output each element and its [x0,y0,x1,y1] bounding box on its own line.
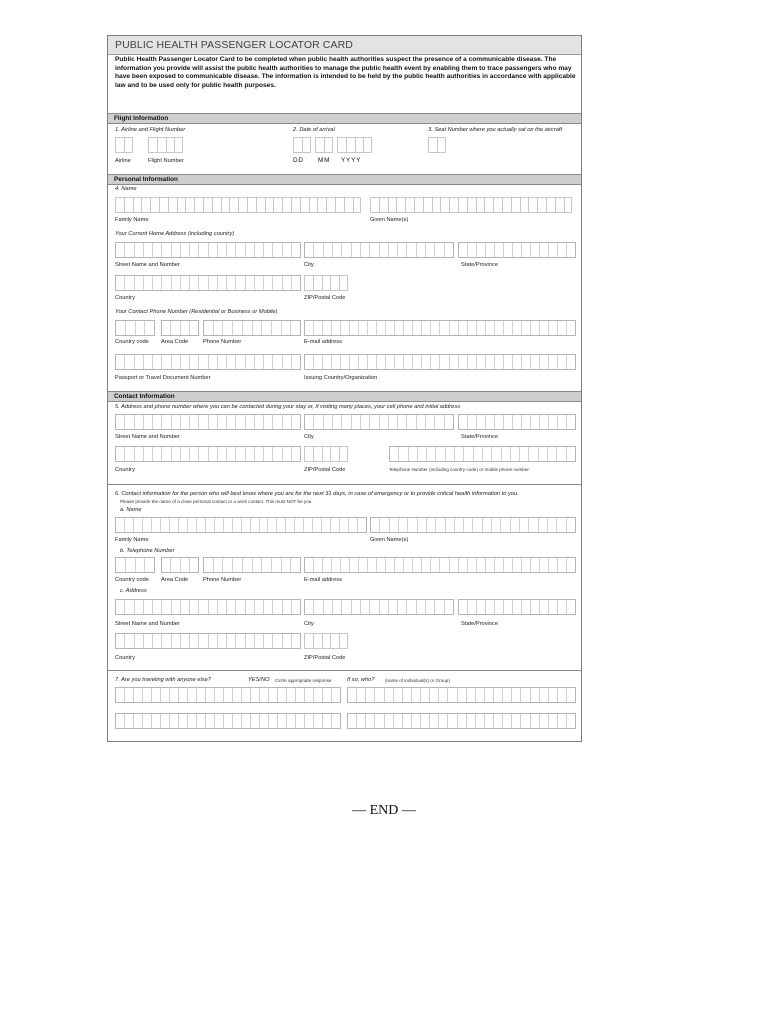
seat-number-field[interactable] [428,137,446,153]
section-divider-2 [108,670,581,671]
airline-field[interactable] [115,137,133,153]
companion-field-1[interactable] [115,687,341,703]
family-name-label: Family Name [115,217,149,223]
card-title: PUBLIC HEALTH PASSENGER LOCATOR CARD [115,39,353,51]
emergency-contact-question: 6. Contact information for the person who will best know where you are for the next 31 days, in case of emergency or to provide critical health information to you. [115,491,519,497]
emergency-email-field[interactable] [304,557,576,573]
email-field[interactable] [304,320,576,336]
companion-names-hint: (name of individual(s) or Group) [385,678,450,683]
country-code-field[interactable] [115,320,155,336]
emergency-zip-field[interactable] [304,633,348,649]
companion-field-2[interactable] [347,687,576,703]
stay-address-question: 5. Address and phone number where you can be contacted during your stay or, if visiting many places, your cell phone and initial address [115,404,461,410]
if-so-who-label: If so, who? [347,677,375,683]
emergency-name-subhead: a. Name [120,507,142,513]
companion-field-3[interactable] [115,713,341,729]
emergency-country-field[interactable] [115,633,301,649]
home-street-field[interactable] [115,242,301,258]
emergency-given-names-field[interactable] [370,517,576,533]
passport-label: Passport or Travel Document Number [115,375,211,381]
arrival-month-field[interactable] [315,137,333,153]
country-code-label: Country code [115,339,149,345]
home-state-label: State/Province [461,262,498,268]
end-marker: — END — [352,803,416,818]
emergency-country-code-label: Country code [115,577,149,583]
stay-country-label: Country [115,467,135,473]
section-divider [108,484,581,485]
seat-number-question: 3. Seat Number where you actually sat on the aircraft [428,127,563,133]
passenger-locator-card [107,35,582,742]
emergency-contact-note: Please provide the name of a close personal contact or a work contact. This must NOT be you. [120,499,313,504]
arrival-day-field[interactable] [293,137,311,153]
home-country-field[interactable] [115,275,301,291]
home-state-field[interactable] [458,242,576,258]
emergency-street-field[interactable] [115,599,301,615]
stay-zip-label: ZIP/Postal Code [304,467,346,473]
emergency-family-name-label: Family Name [115,537,149,543]
mm-label: MM [318,157,331,164]
stay-state-label: State/Province [461,434,498,440]
flight-section-title: Flight Information [114,115,169,122]
home-street-label: Street Name and Number [115,262,180,268]
emergency-area-code-label: Area Code [161,577,189,583]
personal-section-title: Personal Information [114,176,178,183]
airline-flight-question: 1. Airline and Flight Number [115,127,186,133]
issuing-country-label: Issuing Country/Organization [304,375,378,381]
emergency-address-subhead: c. Address [120,588,147,594]
given-names-field[interactable] [370,197,572,213]
phone-number-field[interactable] [203,320,301,336]
contact-section-title: Contact Information [114,393,175,400]
stay-telephone-field[interactable] [389,446,576,462]
contact-section-header [108,391,581,402]
area-code-field[interactable] [161,320,199,336]
emergency-street-label: Street Name and Number [115,621,180,627]
arrival-year-field[interactable] [337,137,372,153]
home-zip-label: ZIP/Postal Code [304,295,346,301]
flight-number-label: Flight Number [148,158,184,164]
emergency-country-code-field[interactable] [115,557,155,573]
home-city-label: City [304,262,314,268]
home-city-field[interactable] [304,242,454,258]
dd-label: DD [293,157,304,164]
emergency-phone-number-field[interactable] [203,557,301,573]
yes-no-response[interactable]: YES/NO [248,677,270,683]
stay-zip-field[interactable] [304,446,348,462]
stay-state-field[interactable] [458,414,576,430]
emergency-family-name-field[interactable] [115,517,367,533]
stay-telephone-label: Telephone Number (including country code) or mobile phone number [389,467,529,472]
yyyy-label: YYYY [341,157,362,164]
family-name-field[interactable] [115,197,361,213]
email-label: E-mail address [304,339,342,345]
emergency-city-label: City [304,621,314,627]
flight-number-field[interactable] [148,137,183,153]
personal-section-header [108,174,581,185]
emergency-area-code-field[interactable] [161,557,199,573]
flight-section-header [108,113,581,124]
emergency-phone-number-label: Phone Number [203,577,242,583]
home-country-label: Country [115,295,135,301]
emergency-country-label: Country [115,655,135,661]
circle-response-hint: Circle appropriate response [275,678,332,683]
card-title-bar [108,36,581,55]
emergency-city-field[interactable] [304,599,454,615]
stay-street-label: Street Name and Number [115,434,180,440]
emergency-given-names-label: Given Name(s) [370,537,409,543]
area-code-label: Area Code [161,339,189,345]
emergency-phone-subhead: b. Telephone Number [120,548,175,554]
home-address-question: Your Current Home Address (including country) [115,231,235,237]
arrival-date-question: 2. Date of arrival [293,127,335,133]
travel-companions-question: 7. Are you traveling with anyone else? [115,677,211,683]
passport-field[interactable] [115,354,301,370]
companion-field-4[interactable] [347,713,576,729]
stay-city-field[interactable] [304,414,454,430]
stay-city-label: City [304,434,314,440]
emergency-state-field[interactable] [458,599,576,615]
emergency-email-label: E-mail address [304,577,342,583]
name-question: 4. Name [115,186,137,192]
airline-label: Airline [115,158,131,164]
phone-number-label: Phone Number [203,339,242,345]
phone-question: Your Contact Phone Number (Residential or Business or Mobile) [115,309,278,315]
emergency-state-label: State/Province [461,621,498,627]
given-names-label: Given Name(s) [370,217,409,223]
home-zip-field[interactable] [304,275,348,291]
card-intro-text: Public Health Passenger Locator Card to be completed when public health authorities suspect the presence of a communicable disease. The information you provide will assist the public health authorities to manage the public health event by enabling them to trace passengers who may have been exposed to communicable disease. The information is intended to be held by the public health authorities in accordance with applicable law and to be used only for public health purposes. [115,56,576,89]
stay-country-field[interactable] [115,446,301,462]
emergency-zip-label: ZIP/Postal Code [304,655,346,661]
stay-street-field[interactable] [115,414,301,430]
issuing-country-field[interactable] [304,354,576,370]
